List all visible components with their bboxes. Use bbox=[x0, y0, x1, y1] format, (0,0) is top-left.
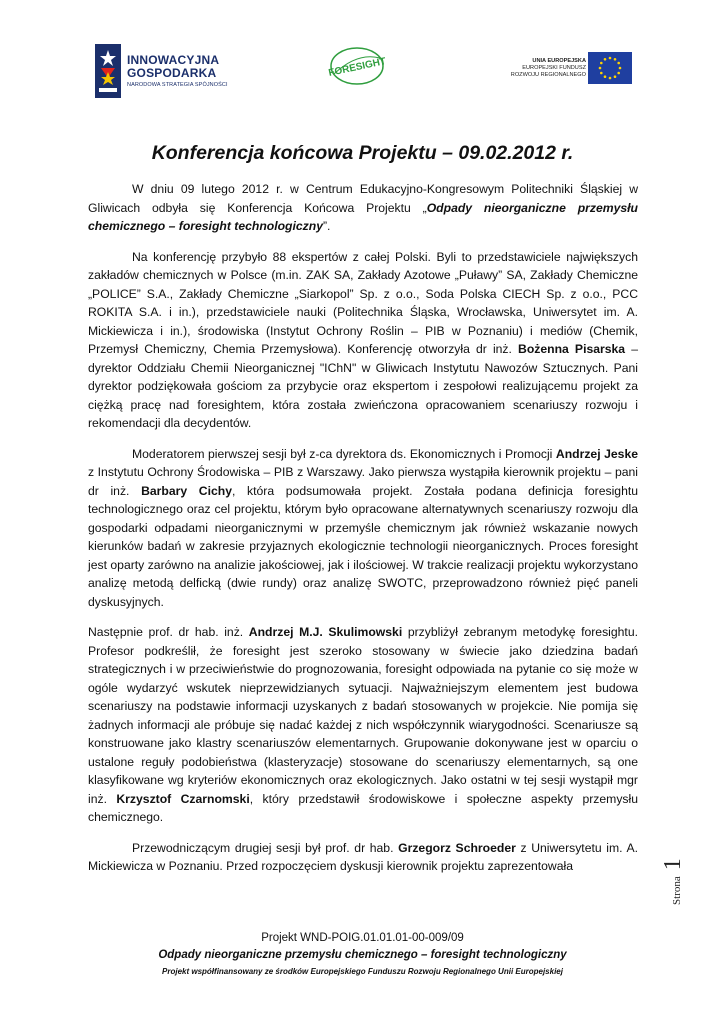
p2-text-1: Na konferencję przybyło 88 ekspertów z całej Polski. Byli to przedstawiciele największych zakładów chemicznych w Polsce (m.in. ZAK SA, Zakłady Azotowe „Puławy” SA, Zakłady Chemiczne „POLICE” S.A., Zakłady Chemiczne „Siarkopol” Sp. z o.o., Soda Polska CIECH Sp. z o.o., PCC ROKITA S.A. i in.), przedstawiciele nauki (Politechnika Śląska, Wrocławska, Uniwersytet im. A. Mickiewicza i in.), środowiska (Instytut Ochrony Roślin – PIB w Poznaniu) i mediów (Chemik, Przemysł Chemiczny, Chemia Przemysłowa). Konferencję otworzyła dr inż. bbox=[88, 249, 638, 356]
innowacyjna-gospodarka-mark-icon bbox=[95, 44, 121, 98]
article-body bbox=[88, 180, 638, 888]
ig-logo-line1: INNOWACYJNA bbox=[127, 53, 220, 67]
p3-text-2: z Instytutu Ochrony Środowiska – PIB z Warszawy. Jako pierwsza wystąpiła kierownik projektu – pani dr inż. bbox=[88, 465, 638, 498]
p5-text-2: z Uniwersytetu im. A. Mickiewicza w Poznaniu. Przed rozpoczęciem dyskusji kierownik projektu zaprezentowała bbox=[88, 840, 638, 873]
person-name-schroeder: Grzegorz Schroeder bbox=[398, 840, 516, 855]
paragraph-1 bbox=[88, 180, 638, 236]
p1-text-3: ”. bbox=[322, 219, 331, 233]
p1-text-1: W dniu 09 lutego 2012 r. w Centrum Edukacyjno-Kongresowym Politechniki Śląskiej w Gliwicach odbyła się Konferencja Końcowa Projektu „ bbox=[88, 182, 638, 215]
p5-text-1: Przewodniczącym drugiej sesji był prof. dr hab. bbox=[132, 840, 399, 855]
page-label-word: Strona bbox=[671, 876, 683, 905]
person-name-pisarska: Bożenna Pisarska bbox=[518, 342, 626, 356]
paragraph-3 bbox=[88, 445, 638, 612]
footer-project-name: Odpady nieorganiczne przemysłu chemicznego – foresight technologiczny bbox=[158, 949, 567, 961]
p4-text-2: przybliżył zebranym metodykę foresightu. Profesor podkreślił, że foresight jest szeroko stosowany w świecie jako dziedzina badań strategicznych i w przeciwieństwie do prognozowania, foresight odpowiada na pytanie co się może w ogóle wydarzyć wskutek nieprzewidzianych sytuacji. Najważniejszym elementem jest budowa scenariuszy na podstawie informacji uzyskanych z badań stosowanych w projekcie. Nie pomija się żadnych informacji ale próbuje się nadać każdej z nich współczynnik wiarygodności. Scenariusze są konstruowane jako klastry scenariuszów elementarnych. Grupowanie dokonywane jest w oparciu o ustalone reguły podobieństwa (klasteryzacje) stosowane do scenariuszy elementarnych, są one klasyfikowane wg kryteriów ekonomicznych oraz ekologicznych. Jako ostatni w tej sesji wystąpił mgr inż. bbox=[88, 625, 638, 806]
person-name-czarnomski: Krzysztof Czarnomski bbox=[116, 791, 250, 806]
project-name-emphasis: Odpady nieorganiczne przemysłu chemicznego – foresight technologiczny bbox=[88, 200, 639, 233]
eu-flag-icon bbox=[588, 52, 632, 84]
footer-project-number: Projekt WND-POIG.01.01.01-00-009/09 bbox=[261, 932, 464, 944]
foresight-logo-icon bbox=[328, 44, 386, 88]
eu-logo bbox=[508, 52, 632, 88]
foresight-logo bbox=[328, 44, 386, 88]
foresight-logo-text: FORESIGHT bbox=[328, 56, 386, 79]
eu-logo-line3: ROZWOJU REGIONALNEGO bbox=[510, 72, 586, 78]
p3-text-1: Moderatorem pierwszej sesji był z-ca dyrektora ds. Ekonomicznych i Promocji bbox=[132, 446, 556, 461]
person-name-skulimowski: Andrzej M.J. Skulimowski bbox=[248, 625, 403, 639]
paragraph-4 bbox=[88, 623, 638, 827]
page-number: 1 bbox=[660, 858, 686, 871]
ig-logo-line2: GOSPODARKA bbox=[127, 66, 217, 80]
p2-text-2: – dyrektor Oddziału Chemii Nieorganicznej "IChN" w Gliwicach Instytutu Nawozów Sztucznych. Pani dyrektor podziękowała gościom za przybycie oraz ekspertom i zespołowi realizującemu projekt za ciężką pracę nad foresightem, która została zwieńczona opracowaniem scenariuszy rozwoju i rekomendacji dla decydentów. bbox=[88, 342, 638, 430]
eu-logo-line1: UNIA EUROPEJSKA bbox=[532, 58, 586, 64]
p4-text-3: , który przedstawił środowiskowe i społeczne aspekty przemysłu chemicznego. bbox=[88, 791, 638, 824]
p3-text-3: , która podsumowała projekt. Została podana definicja foresightu technologicznego oraz cel projektu, którym było opracowane alternatywnych scenariuszy rozwoju dla gospodarki odpadami nieorganicznymi w przemyśle chemicznym jak również wskazanie nowych kierunków badań w zakresie przyjaznych ekologicznie technologii nieorganicznych. Proces foresight jest oparty zarówno na analizie jakościowej, jak i ilościowej. W trakcie realizacji projektu wykorzystano analizę metodą delficką (dwie rundy) oraz analizę SWOTC, przeprowadzono również pięć paneli dyskusyjnych. bbox=[88, 483, 639, 609]
page-title: Konferencja końcowa Projektu – 09.02.2012 r. bbox=[151, 142, 574, 164]
page-number-label bbox=[660, 858, 687, 905]
person-name-jeske: Andrzej Jeske bbox=[555, 446, 638, 461]
footer-funding-note: Projekt współfinansowany ze środków Europejskiego Funduszu Rozwoju Regionalnego Unii Europejskiej bbox=[162, 967, 563, 976]
paragraph-5 bbox=[88, 839, 638, 876]
page-footer bbox=[0, 930, 725, 980]
paragraph-2 bbox=[88, 248, 638, 433]
ig-logo-line3: NARODOWA STRATEGIA SPÓJNOŚCI bbox=[127, 82, 228, 88]
person-name-cichy: Barbary Cichy bbox=[141, 483, 232, 498]
innowacyjna-gospodarka-logo bbox=[95, 44, 265, 98]
eu-logo-line2: EUROPEJSKI FUNDUSZ bbox=[522, 65, 586, 71]
p4-text-1: Następnie prof. dr hab. inż. bbox=[88, 625, 249, 639]
